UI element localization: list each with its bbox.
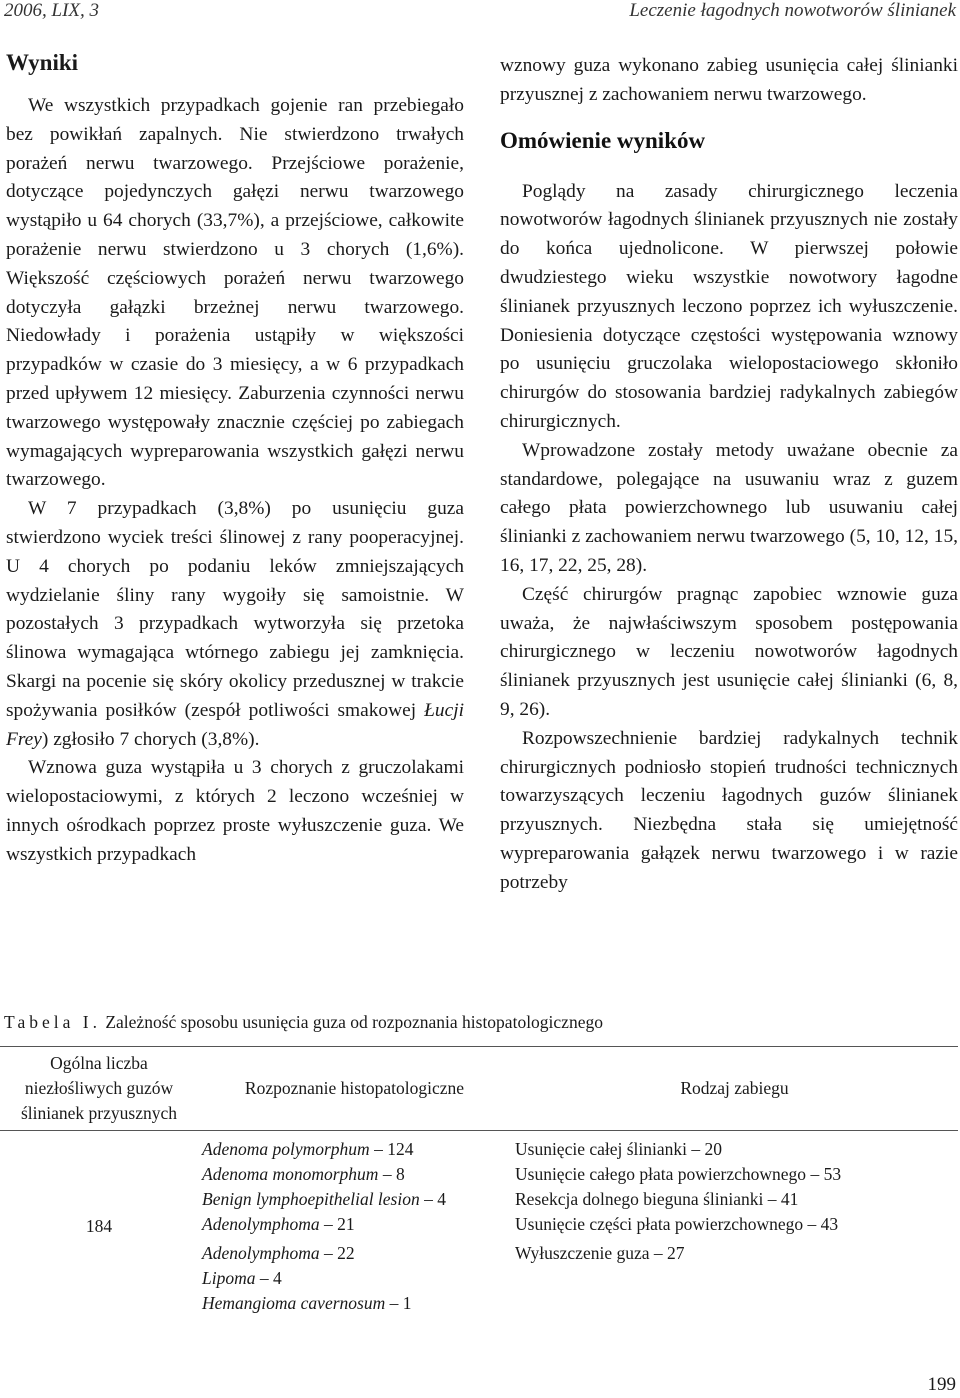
diagnosis-item: Adenoma polymorphum – 124 [202,1139,414,1159]
procedure-name: Wyłuszczenie guza [515,1243,650,1263]
diagnosis-item: Lipoma – 4 [202,1268,282,1288]
procedure-item: Resekcja dolnego bieguna ślinianki – 41 [515,1189,799,1209]
diagnosis-name: Adenolymphoma [202,1214,320,1234]
running-header-right: Leczenie łagodnych nowotworów ślinianek [629,0,956,21]
running-header-left: 2006, LIX, 3 [4,0,99,21]
diagnosis-count: 21 [337,1214,355,1234]
procedure-item: Wyłuszczenie guza – 27 [515,1243,685,1263]
right-column [500,52,958,898]
diagnosis-name: Adenoma monomorphum [202,1164,379,1184]
table-caption [4,1012,603,1033]
discussion-paragraph-4: Rozpowszechnienie bardziej radykalnych technik chirurgicznych podniosło stopień trudności technicznych towarzyszących leczeniu łagodnych guzów ślinianek przyusznych. Niezbędna stała się umiejętność wypreparowania gałązek nerwu twarzowego i w razie potrzeby [500,727,958,893]
results-paragraph-2-end: ) zgłosiło 7 chorych (3,8%). [41,728,260,750]
discussion-heading: Omówienie wyników [500,127,706,153]
diagnosis-name: Adenolymphoma [202,1243,320,1263]
header-diagnosis: Rozpoznanie histopatologiczne [198,1047,511,1131]
diagnosis-item: Adenoma monomorphum – 8 [202,1164,405,1184]
table-header-row [0,1047,958,1131]
diagnosis-cell [198,1131,511,1323]
diagnosis-count: 8 [395,1164,405,1184]
results-paragraph-1: We wszystkich przypadkach gojenie ran przebiegało bez powikłań zapalnych. Nie stwierdzono trwałych porażeń nerwu twarzowego. Przejściowe porażenie, dotyczące pojedynczych gałęzi nerwu twarzowego wystąpiło u 64 chorych (33,7%), a przejściowe, całkowite porażenie nerwu stwierdzono u 3 chorych (1,6%). Większość częściowych porażeń nerwu twarzowego dotyczyła gałązki brzeżnej nerwu twarzowego. Niedowłady i porażenia ustąpiły w większości przypadków w czasie do 3 miesięcy, a w 6 przypadkach przed upływem 12 miesięcy. Zaburzenia czynności nerwu twarzowego występowały znacznie częściej po zabiegach wymagających wypreparowania wszystkich gałęzi nerwu twarzowego. [6,95,464,491]
procedure-name: Usunięcie całego płata powierzchownego [515,1164,807,1184]
table-caption-label: Tabela I. [4,1012,101,1032]
diagnosis-count: 4 [272,1268,282,1288]
header-count: Ogólna liczba niezłośliwych guzów ślinianek przyusznych [0,1047,198,1131]
procedure-item: Usunięcie całego płata powierzchownego – 53 [515,1164,842,1184]
procedure-cell [511,1131,958,1323]
left-column [6,48,464,870]
diagnosis-name: Lipoma [202,1268,256,1288]
diagnosis-item: Adenolymphoma – 21 [202,1214,355,1234]
diagnosis-count: 22 [337,1243,355,1263]
recurrence-paragraph: Wznowa guza wystąpiła u 3 chorych z gruczolakami wielopostaciowymi, z których 2 leczono wcześniej w innych ośrodkach poprzez proste wyłuszczenie guza. We wszystkich przypadkach [6,757,464,865]
results-paragraph-2 [6,495,464,754]
diagnosis-item: Benign lymphoepithelial lesion – 4 [202,1189,446,1209]
diagnosis-count: 124 [387,1139,414,1159]
procedure-name: Resekcja dolnego bieguna ślinianki [515,1189,764,1209]
procedure-item: Usunięcie całej ślinianki – 20 [515,1139,723,1159]
frey-syndrome-name: Łucji Frey [6,699,464,750]
discussion-paragraph-3: Część chirurgów pragnąc zapobiec wznowie guza uważa, że najwłaściwszym sposobem postępowania chirurgicznego w leczeniu nowotworów łagodnych ślinianek przyusznych jest usunięcie całej ślinianki (6, 8, 9, 26). [500,583,958,720]
total-count: 184 [85,1216,113,1236]
table-row [0,1131,958,1323]
procedure-count: 43 [820,1214,839,1234]
table-caption-text: Zależność sposobu usunięcia guza od rozpoznania histopatologicznego [100,1012,603,1032]
diagnosis-name: Hemangioma cavernosum [202,1293,386,1313]
continuation-paragraph: wznowy guza wykonano zabieg usunięcia całej ślinianki przyusznej z zachowaniem nerwu twarzowego. [500,55,958,105]
diagnosis-item: Adenolymphoma – 22 [202,1243,355,1263]
header-procedure: Rodzaj zabiegu [511,1047,958,1131]
diagnosis-item: Hemangioma cavernosum – 1 [202,1293,412,1313]
procedure-count: 41 [780,1189,799,1209]
results-heading: Wyniki [6,50,79,75]
procedure-name: Usunięcie całej ślinianki [515,1139,688,1159]
diagnosis-name: Adenoma polymorphum [202,1139,370,1159]
procedure-count: 20 [704,1139,723,1159]
procedure-count: 53 [823,1164,842,1184]
procedure-count: 27 [667,1243,685,1263]
results-paragraph-2-text: W 7 przypadkach (3,8%) po usunięciu guza stwierdzono wyciek treści ślinowej z rany pooperacyjnej. U 4 chorych po podaniu leków zmniejszających wydzielanie śliny rany wygoiły się samoistnie. W pozostałych 3 przypadkach wytworzyła się przetoka ślinowa wymagająca wtórnego zabiegu jej zamknięcia. Skargi na pocenie się skóry okolicy przedusznej w trakcie spożywania posiłków (zespół potliwości smakowej [6,498,464,721]
discussion-paragraph-1: Poglądy na zasady chirurgicznego leczenia nowotworów łagodnych ślinianek przyusznych nie zostały do końca ujednolicone. W pierwszej połowie dwudziestego wieku wszystkie nowotwory łagodne ślinianek przyusznych leczono poprzez ich wyłuszczenie. Doniesienia dotyczące częstości występowania wznowy po usunięciu gruczolaka wielopostaciowego skłoniło chirurgów do stosowania bardziej radykalnych zabiegów chirurgicznych. [500,180,958,432]
diagnosis-name: Benign lymphoepithelial lesion [202,1189,420,1209]
histopathology-table [0,1046,958,1322]
procedure-name: Usunięcie części płata powierzchownego [515,1214,804,1234]
diagnosis-count: 4 [437,1189,446,1209]
discussion-paragraph-2: Wprowadzone zostały metody uważane obecnie za standardowe, polegające na usuwaniu wraz z guzem całego płata powierzchownego lub usuwaniu całej ślinianki z zachowaniem nerwu twarzowego (5, 10, 12, 15, 16, 17, 22, 25, 28). [500,439,958,576]
procedure-item: Usunięcie części płata powierzchownego – 43 [515,1214,839,1234]
page-number: 199 [927,1374,956,1395]
diagnosis-count: 1 [402,1293,412,1313]
